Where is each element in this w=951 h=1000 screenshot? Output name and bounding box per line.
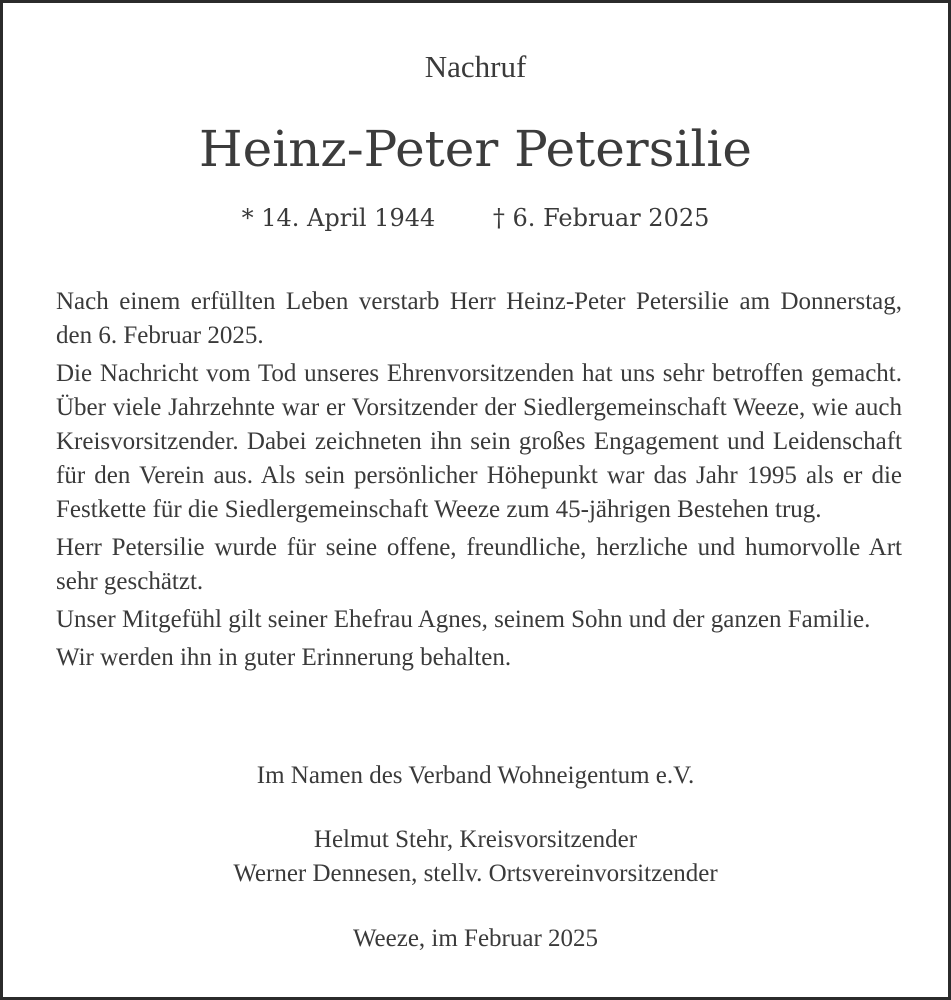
paragraph: Die Nachricht vom Tod unseres Ehrenvorsitzenden hat uns sehr betroffen gemacht. Über viele Jahrzehnte war er Vorsitzender der Siedlergemeinschaft Weeze, wie auch Kreisvorsitzender. Dabei zeichneten ihn sein großes Engagement und Leidenschaft für den Verein aus. Als sein persönlicher Höhepunkt war das Jahr 1995 als er die Festkette für die Siedlergemeinschaft Weeze zum 45-jährigen Bestehen trug. [56,360,902,523]
paragraph: Unser Mitgefühl gilt seiner Ehefrau Agnes, seinem Sohn und der ganzen Familie. [56,606,871,633]
place-date: Weeze, im Februar 2025 [352,925,599,952]
paragraph: Herr Petersilie wurde für seine offene, freundliche, herzliche und humorvolle Art sehr geschätzt. [56,534,902,595]
on-behalf-line: Im Namen des Verband Wohneigentum e.V. [256,762,695,789]
notice-heading: Nachruf [424,49,527,84]
deceased-name: Heinz-Peter Petersilie [199,120,752,178]
death-date: † 6. Februar 2025 [492,204,710,232]
paragraph: Nach einem erfüllten Leben verstarb Herr Heinz-Peter Petersilie am Donnerstag, den 6. Februar 2025. [56,288,902,349]
signatory: Helmut Stehr, Kreisvorsitzender [313,826,638,853]
birth-date: * 14. April 1944 [241,204,436,232]
life-dates [3,201,948,235]
paragraph: Wir werden ihn in guter Erinnerung behalten. [56,644,512,671]
signatory: Werner Dennesen, stellv. Ortsvereinvorsitzender [233,860,718,887]
obituary-text [56,285,902,679]
